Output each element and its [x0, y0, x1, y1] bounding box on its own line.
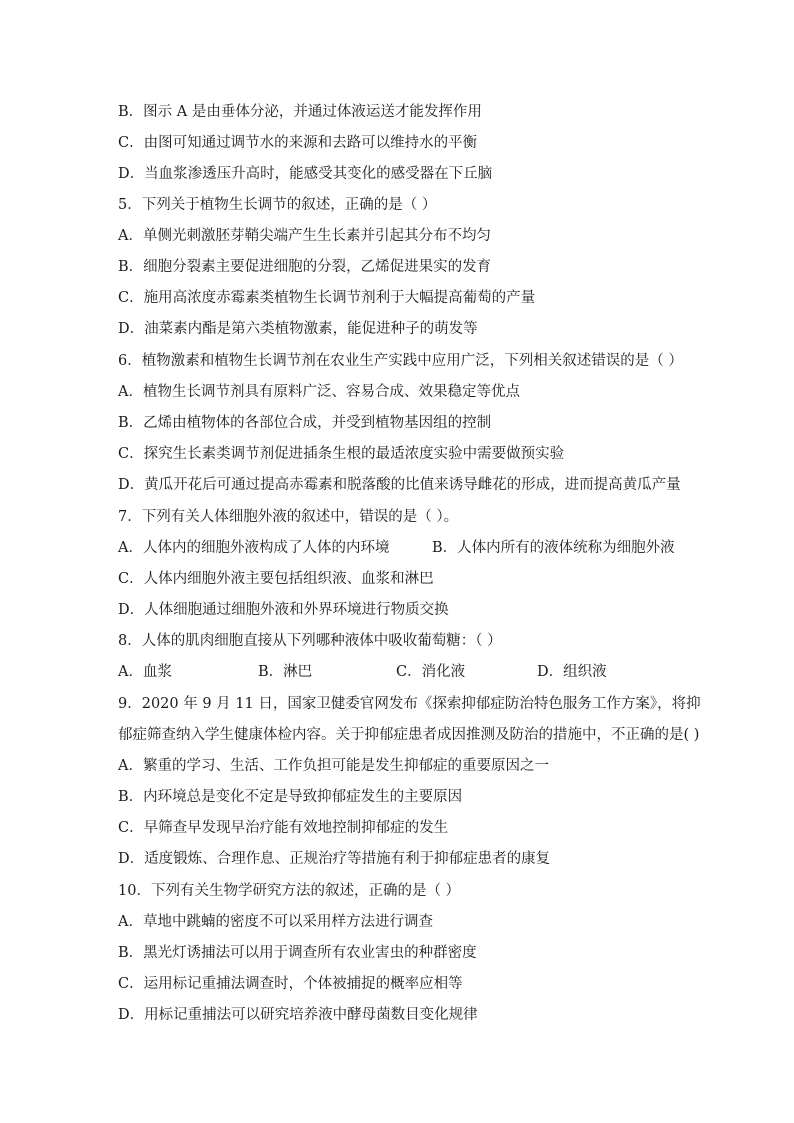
q7-option-d: D．人体细胞通过细胞外液和外界环境进行物质交换 — [118, 602, 449, 618]
q6-stem: 6．植物激素和植物生长调节剂在农业生产实践中应用广泛，下列相关叙述错误的是（ ） — [118, 353, 683, 369]
q4-option-b: B．图示 A 是由垂体分泌，并通过体液运送才能发挥作用 — [118, 104, 482, 120]
q6-option-a: A．植物生长调节剂具有原料广泛、容易合成、效果稳定等优点 — [118, 384, 520, 400]
q7-option-b: B．人体内所有的液体统称为细胞外液 — [432, 540, 675, 556]
q4-option-c: C．由图可知通过调节水的来源和去路可以维持水的平衡 — [118, 135, 478, 151]
q7-stem: 7．下列有关人体细胞外液的叙述中，错误的是（ ）。 — [118, 509, 459, 525]
q8-option-a: A．血浆 — [118, 664, 172, 680]
q10-option-c: C．运用标记重捕法调查时，个体被捕捉的概率应相等 — [118, 976, 463, 992]
q9-option-c: C．早筛查早发现早治疗能有效地控制抑郁症的发生 — [118, 820, 449, 836]
q8-option-b: B．淋巴 — [258, 664, 313, 680]
q9-option-d: D．适度锻炼、合理作息、正规治疗等措施有利于抑郁症患者的康复 — [118, 851, 551, 867]
q5-option-d: D．油菜素内酯是第六类植物激素，能促进种子的萌发等 — [118, 321, 478, 337]
q9-stem-line-1: 9．2020 年 9 月 11 日，国家卫健委官网发布《探索抑郁症防治特色服务工作方案》，将抑 — [118, 696, 701, 712]
q6-option-d: D．黄瓜开花后可通过提高赤霉素和脱落酸的比值来诱导雌花的形成，进而提高黄瓜产量 — [118, 477, 681, 493]
q9-stem-line-2: 郁症筛查纳入学生健康体检内容。关于抑郁症患者成因推测及防治的措施中，不正确的是( ) — [118, 727, 700, 743]
q10-option-a: A．草地中跳蝻的密度不可以采用样方法进行调查 — [118, 914, 433, 930]
q8-option-d: D．组织液 — [537, 664, 607, 680]
q6-option-b: B．乙烯由植物体的各部位合成，并受到植物基因组的控制 — [118, 415, 492, 431]
q7-option-c: C．人体内细胞外液主要包括组织液、血浆和淋巴 — [118, 571, 434, 587]
q8-stem: 8．人体的肌肉细胞直接从下列哪种液体中吸收葡萄糖：（ ） — [118, 633, 502, 649]
q4-option-d: D．当血浆渗透压升高时，能感受其变化的感受器在下丘脑 — [118, 166, 493, 182]
q9-option-a: A．繁重的学习、生活、工作负担可能是发生抑郁症的重要原因之一 — [118, 758, 549, 774]
q5-option-c: C．施用高浓度赤霉素类植物生长调节剂利于大幅提高葡萄的产量 — [118, 290, 536, 306]
q6-option-c: C．探究生长素类调节剂促进插条生根的最适浓度实验中需要做预实验 — [118, 446, 565, 462]
q5-option-a: A．单侧光刺激胚芽鞘尖端产生生长素并引起其分布不均匀 — [118, 228, 491, 244]
q9-option-b: B．内环境总是变化不定是导致抑郁症发生的主要原因 — [118, 789, 463, 805]
q10-option-b: B．黑光灯诱捕法可以用于调查所有农业害虫的种群密度 — [118, 945, 477, 961]
q5-stem: 5．下列关于植物生长调节的叙述，正确的是（ ） — [118, 197, 437, 213]
q8-option-c: C．消化液 — [396, 664, 466, 680]
q7-option-a: A．人体内的细胞外液构成了人体的内环境 — [118, 540, 390, 556]
q10-option-d: D．用标记重捕法可以研究培养液中酵母菌数目变化规律 — [118, 1007, 478, 1023]
q5-option-b: B．细胞分裂素主要促进细胞的分裂，乙烯促进果实的发育 — [118, 259, 492, 275]
q10-stem: 10．下列有关生物学研究方法的叙述，正确的是（ ） — [118, 883, 461, 899]
